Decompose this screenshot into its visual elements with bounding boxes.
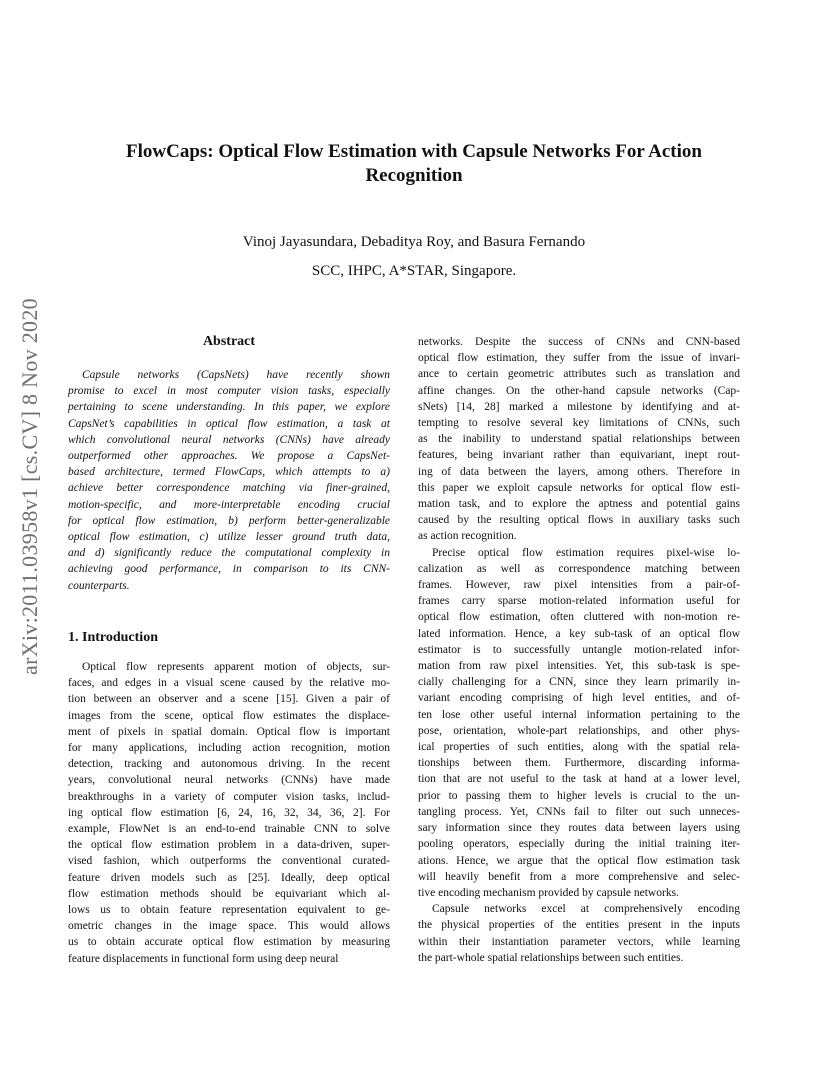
abstract-body bbox=[68, 367, 390, 594]
paper-title bbox=[60, 140, 768, 188]
text-line: prior to passing them to higher levels is crucial to the un- bbox=[418, 789, 740, 802]
text-line: years, convolutional neural networks (CNNs) have made bbox=[68, 774, 390, 787]
text-line: frames. However, raw pixel intensities from a pair-of- bbox=[418, 579, 740, 592]
title-line: Recognition bbox=[365, 165, 463, 186]
text-line: ing of data between the layers, among others. Therefore in bbox=[418, 465, 740, 478]
text-line: motion-specific, and more-interpretable encoding crucial bbox=[68, 498, 390, 511]
text-line: will heavily benefit from a more comprehensive and selec- bbox=[418, 870, 740, 883]
text-line: vised fashion, which outperforms the conventional curated- bbox=[68, 855, 390, 868]
text-line: the part-whole spatial relationships between such entities. bbox=[418, 951, 684, 964]
text-line: Capsule networks (CapsNets) have recently shown bbox=[82, 369, 390, 381]
text-line: achieving good performance, in comparison to its CNN- bbox=[68, 563, 390, 576]
paragraph bbox=[68, 659, 390, 967]
text-line: for optical flow estimation, b) perform better-generalizable bbox=[68, 514, 390, 527]
arxiv-identifier-stamp bbox=[17, 287, 42, 687]
text-line: optical flow estimation, they suffer from the issue of invari- bbox=[418, 352, 740, 365]
text-line: pose, orientation, whole-part relationships, and other phys- bbox=[418, 724, 740, 737]
text-line: ing optical flow estimation [6, 24, 16, 32, 34, 36, 2]. For bbox=[68, 806, 390, 819]
text-line: flow estimation methods should be equivariant which al- bbox=[68, 887, 390, 900]
text-line: faces, and edges in a visual scene caused by the relative mo- bbox=[68, 677, 390, 690]
text-line: achieve better correspondence matching via finer-grained, bbox=[68, 482, 390, 495]
text-line: variant encoding comprising of high level entities, and of- bbox=[418, 692, 740, 705]
text-line: breakthroughs in a variety of computer vision tasks, includ- bbox=[68, 790, 390, 803]
text-line: pooling operators, especially during the initial training iter- bbox=[418, 838, 740, 851]
text-line: pertaining to scene understanding. In this paper, we explore bbox=[68, 401, 390, 414]
text-line: cially challenging for a CNN, since they learn primarily in- bbox=[418, 676, 740, 689]
text-line: caused by the resulting optical flows in auxiliary tasks such bbox=[418, 514, 740, 527]
text-line: ations. Hence, we argue that the optical flow estimation task bbox=[418, 854, 740, 867]
text-line: tionships between them. Furthermore, discarding informa- bbox=[418, 757, 740, 770]
text-line: optical flow estimation, c) utilize lesser ground truth data, bbox=[68, 531, 390, 544]
text-line: ometric changes in the image space. This would allows bbox=[68, 920, 390, 933]
text-line: networks. Despite the success of CNNs and CNN-based bbox=[418, 336, 740, 348]
text-line: feature displacements in functional form using deep neural bbox=[68, 952, 339, 965]
title-line: FlowCaps: Optical Flow Estimation with Capsule Networks For Action bbox=[126, 141, 702, 162]
text-line: lows us to obtain feature representation equivalent to ge- bbox=[68, 904, 390, 917]
text-line: CapsNet’s capabilities in optical flow estimation, a task at bbox=[68, 417, 390, 430]
text-line: calization as well as correspondence matching between bbox=[418, 562, 740, 575]
text-line: mation from raw pixel intensities. Yet, this sub-task is spe- bbox=[418, 660, 740, 673]
text-line: tive encoding mechanism provided by capsule networks. bbox=[418, 886, 679, 899]
text-line: mation task, and to explore the aptness and potential gains bbox=[418, 498, 740, 511]
text-line: as action recognition. bbox=[418, 530, 517, 543]
text-line: frames carry sparse motion-related information useful for bbox=[418, 595, 740, 608]
text-line: estimator is to successfully untangle motion-related infor- bbox=[418, 643, 740, 656]
text-line: feature driven models such as [25]. Ideally, deep optical bbox=[68, 871, 390, 884]
text-line: Capsule networks excel at comprehensively encoding bbox=[432, 903, 740, 916]
paragraph bbox=[68, 367, 390, 594]
text-line: the optical flow estimation problem in a data-driven, super- bbox=[68, 839, 390, 852]
paragraph bbox=[418, 901, 740, 966]
text-line: based architecture, termed FlowCaps, which attempts to a) bbox=[68, 466, 390, 479]
introduction-heading: 1. Introduction bbox=[68, 630, 158, 645]
paragraph bbox=[418, 545, 740, 901]
text-line: this paper we exploit capsule networks for optical flow esti- bbox=[418, 481, 740, 494]
text-line: sNets) [14, 28] marked a milestone by identifying and at- bbox=[418, 400, 740, 413]
text-line: promise to excel in most computer vision tasks, especially bbox=[68, 385, 390, 398]
text-line: features, being invariant rather than equivariant, inept rout- bbox=[418, 449, 740, 462]
text-line: which convolutional neural networks (CNNs) have already bbox=[68, 433, 390, 446]
text-line: optical flow estimation, often cluttered with non-motion re- bbox=[418, 611, 740, 624]
text-line: the physical properties of the entities present in the inputs bbox=[418, 919, 740, 932]
text-line: outperformed other approaches. We propose a CapsNet- bbox=[68, 450, 390, 463]
text-line: images from the scene, optical flow estimates the displace- bbox=[68, 709, 390, 722]
text-line: tion that are not useful to the task at hand at a lower level, bbox=[418, 773, 740, 786]
text-line: ten lose other useful internal information pertaining to the bbox=[418, 708, 740, 721]
author-list: Vinoj Jayasundara, Debaditya Roy, and Basura Fernando bbox=[242, 234, 586, 250]
introduction-body bbox=[68, 659, 390, 967]
text-line: counterparts. bbox=[68, 579, 130, 592]
text-line: and d) significantly reduce the computational complexity in bbox=[68, 547, 390, 560]
right-column-body bbox=[418, 334, 740, 966]
text-line: Optical flow represents apparent motion of objects, sur- bbox=[82, 661, 390, 673]
text-line: for many applications, including action recognition, motion bbox=[68, 742, 390, 755]
text-line: as the inability to understand spatial relationships between bbox=[418, 433, 740, 446]
text-line: us to obtain accurate optical flow estimation by measuring bbox=[68, 936, 390, 949]
arxiv-identifier-text: arXiv:2011.03958v1 [cs.CV] 8 Nov 2020 bbox=[17, 298, 42, 676]
affiliation: SCC, IHPC, A*STAR, Singapore. bbox=[311, 263, 517, 279]
text-line: ance to certain geometric attributes such as translation and bbox=[418, 368, 740, 381]
text-line: lated information. Hence, a key sub-task of an optical flow bbox=[418, 627, 740, 640]
text-line: example, FlowNet is an end-to-end trainable CNN to solve bbox=[68, 823, 390, 836]
abstract-heading: Abstract bbox=[202, 334, 256, 349]
text-line: affine changes. On the other-hand capsule networks (Cap- bbox=[418, 384, 740, 397]
text-line: tempting to resolve several key limitations of CNNs, such bbox=[418, 417, 740, 430]
text-line: ment of pixels in spatial domain. Optical flow is important bbox=[68, 725, 390, 738]
text-line: within their instantiation parameter vectors, while learning bbox=[418, 935, 740, 948]
text-line: tion between an observer and a scene [15]. Given a pair of bbox=[68, 693, 390, 706]
text-line: ical properties of such entities, along with the spatial rela- bbox=[418, 741, 740, 754]
text-line: tangling process. Yet, CNNs fail to filter out such unneces- bbox=[418, 805, 740, 818]
text-line: Precise optical flow estimation requires pixel-wise lo- bbox=[432, 546, 740, 559]
text-line: detection, tracking and autonomous driving. In the recent bbox=[68, 758, 390, 771]
text-line: sary information since they routes data between layers using bbox=[418, 822, 740, 835]
paragraph bbox=[418, 334, 740, 545]
